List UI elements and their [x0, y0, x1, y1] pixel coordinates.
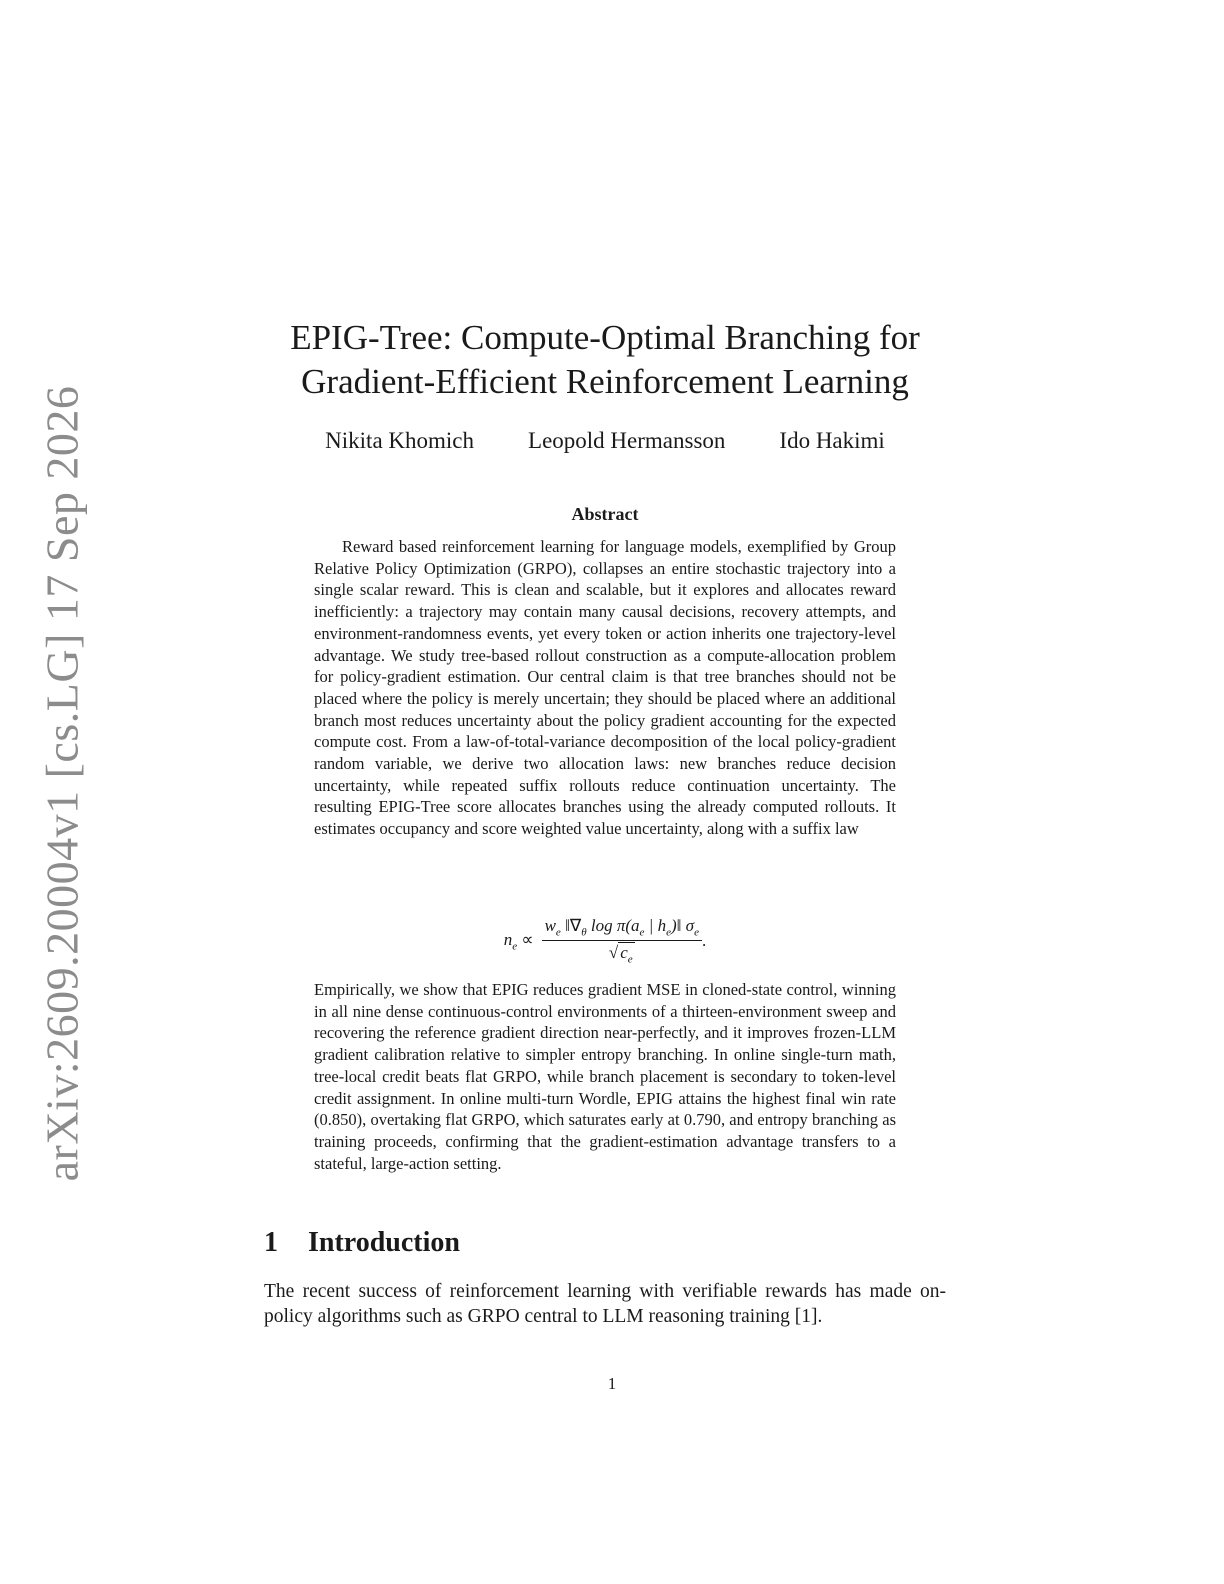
author-list [250, 428, 960, 454]
equation-denominator: √ $c_e$ [608, 943, 633, 966]
section-number: 1 [264, 1227, 278, 1258]
abstract-paragraph-1: Reward based reinforcement learning for language models, exemplified by Group Relative Policy Optimization (GRPO), collapses an entire stochastic trajectory into a single scalar reward. This is clean and scalable, but it explores and allocates reward inefficiently: a trajectory may contain many causal decisions, recovery attempts, and environment-randomness events, yet every token or action inherits one trajectory-level advantage. We study tree-based rollout construction as a compute-allocation problem for policy-gradient estimation. Our central claim is that tree branches should not be placed where the policy is merely uncertain; they should be placed where an additional branch most reduces uncertainty about the policy gradient accounting for the expected compute cost. From a law-of-total-variance decomposition of the local policy-gradient random variable, we derive two allocation laws: new branches reduce decision uncertainty, while repeated suffix rollouts reduce continuation uncertainty. The resulting EPIG-Tree score allocates branches using the already computed rollouts. It estimates occupancy and score weighted value uncertainty, along with a suffix law [314, 537, 896, 839]
introduction-paragraph: The recent success of reinforcement learning with verifiable rewards has made on-policy algorithms such as GRPO central to LLM reasoning training [1]. [264, 1281, 946, 1327]
arxiv-stamp [18, 385, 106, 1181]
equation-fraction [542, 916, 702, 966]
author-name: Leopold Hermansson [528, 428, 726, 453]
title-line-2: Gradient-Efficient Reinforcement Learning [301, 362, 909, 401]
page-number: 1 [607, 1374, 617, 1393]
equation-period: . [701, 930, 707, 950]
abstract-paragraph-2: Empirically, we show that EPIG reduces gradient MSE in cloned-state control, winning in all nine dense continuous-control environments of a thirteen-environment sweep and recovering the reference gradient direction near-perfectly, and it improves frozen-LLM gradient calibration relative to simpler entropy branching. In online single-turn math, tree-local credit beats flat GRPO, while branch placement is secondary to token-level credit assignment. In online multi-turn Wordle, EPIG attains the highest final win rate (0.850), overtaking flat GRPO, which saturates early at 0.790, and entropy branching as training proceeds, confirming that the gradient-estimation advantage transfers to a stateful, large-action setting. [314, 980, 896, 1173]
abstract-heading: Abstract [571, 504, 639, 524]
section-title: Introduction [308, 1227, 460, 1258]
title-line-1: EPIG-Tree: Compute-Optimal Branching for [290, 318, 920, 357]
section-heading-introduction [264, 1227, 460, 1259]
equation-lhs: $n_e$ ∝ [503, 929, 534, 953]
suffix-law-equation [314, 916, 896, 966]
author-name: Nikita Khomich [325, 428, 475, 453]
author-name: Ido Hakimi [779, 428, 885, 453]
arxiv-stamp-text: arXiv:2609.20004v1 [cs.LG] 17 Sep 2026 [36, 385, 88, 1181]
paper-title [200, 316, 1010, 404]
equation-numerator: $w_e$ $‖\nabla_\theta$ $\log \pi(a_e$ | $h_e)‖$ $\sigma_e$ [542, 916, 702, 941]
